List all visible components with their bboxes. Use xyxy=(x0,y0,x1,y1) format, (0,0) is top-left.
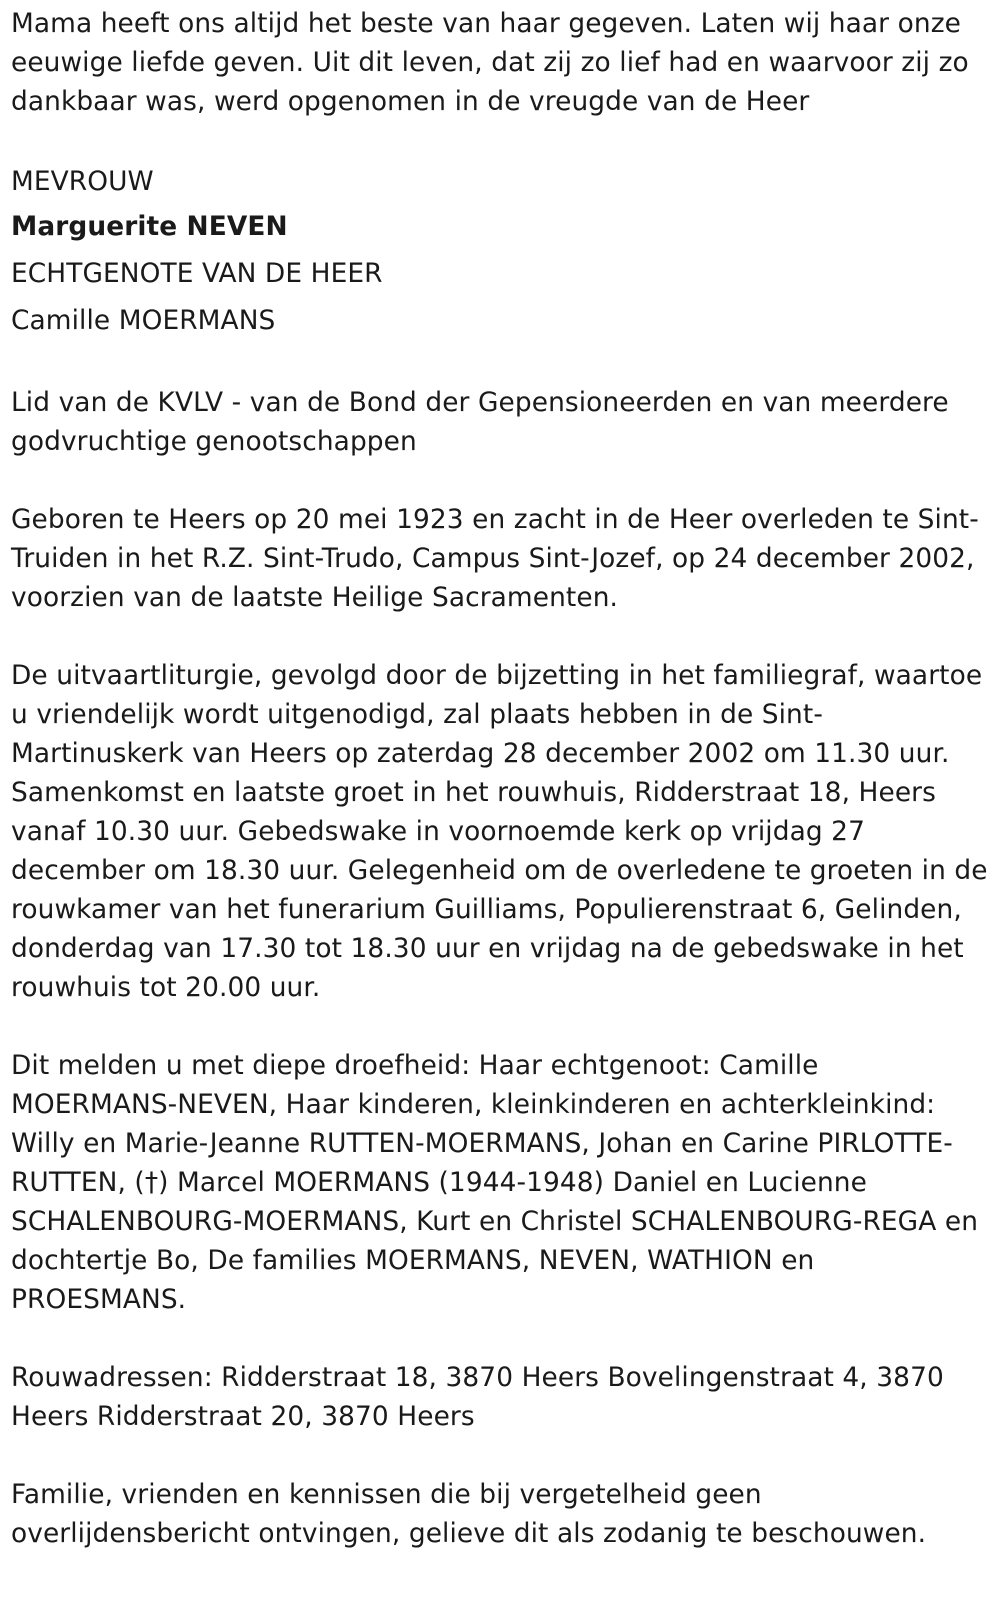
closing-paragraph: Familie, vrienden en kennissen die bij vergetelheid geen overlijdensbericht ontvingen, gelieve dit als zodanig te beschouwen. xyxy=(11,1479,927,1549)
spouse-label: ECHTGENOTE VAN DE HEER xyxy=(11,258,383,289)
deceased-block xyxy=(11,160,990,344)
title-line: MEVROUW xyxy=(11,166,154,197)
birth-death-paragraph: Geboren te Heers op 20 mei 1923 en zacht in de Heer overleden te Sint-Truiden in het R.Z. Sint-Trudo, Campus Sint-Jozef, op 24 december 2002, voorzien van de laatste Heilige Sacramenten. xyxy=(11,504,979,613)
intro-paragraph: Mama heeft ons altijd het beste van haar gegeven. Laten wij haar onze eeuwige liefde geven. Uit dit leven, dat zij zo lief had en waarvoor zij zo dankbaar was, werd opgenomen in de vreugde van de Heer xyxy=(11,8,969,117)
funeral-paragraph: De uitvaartliturgie, gevolgd door de bijzetting in het familiegraf, waartoe u vriendelijk wordt uitgenodigd, zal plaats hebben in de Sint-Martinuskerk van Heers op zaterdag 28 december 2002 om 11.30 uur. Samenkomst en laatste groet in het rouwhuis, Ridderstraat 18, Heers vanaf 10.30 uur. Gebedswake in voornoemde kerk op vrijdag 27 december om 18.30 uur. Gelegenheid om de overledene te groeten in de rouwkamer van het funerarium Guilliams, Populierenstraat 6, Gelinden, donderdag van 17.30 tot 18.30 uur en vrijdag na de gebedswake in het rouwhuis tot 20.00 uur. xyxy=(11,660,988,1003)
spouse-name: Camille MOERMANS xyxy=(11,305,276,336)
addresses-paragraph: Rouwadressen: Ridderstraat 18, 3870 Heers Bovelingenstraat 4, 3870 Heers Ridderstraat 20, 3870 Heers xyxy=(11,1362,944,1432)
membership-paragraph: Lid van de KVLV - van de Bond der Gepensioneerden en van meerdere godvruchtige genootschappen xyxy=(11,387,949,457)
family-paragraph: Dit melden u met diepe droefheid: Haar echtgenoot: Camille MOERMANS-NEVEN, Haar kinderen, kleinkinderen en achterkleinkind: Willy en Marie-Jeanne RUTTEN-MOERMANS, Johan en Carine PIRLOTTE-RUTTEN, (†) Marcel MOERMANS (1944-1948) Daniel en Lucienne SCHALENBOURG-MOERMANS, Kurt en Christel SCHALENBOURG-REGA en dochtertje Bo, De families MOERMANS, NEVEN, WATHION en PROESMANS. xyxy=(11,1050,979,1315)
deceased-name: Marguerite NEVEN xyxy=(11,211,288,242)
